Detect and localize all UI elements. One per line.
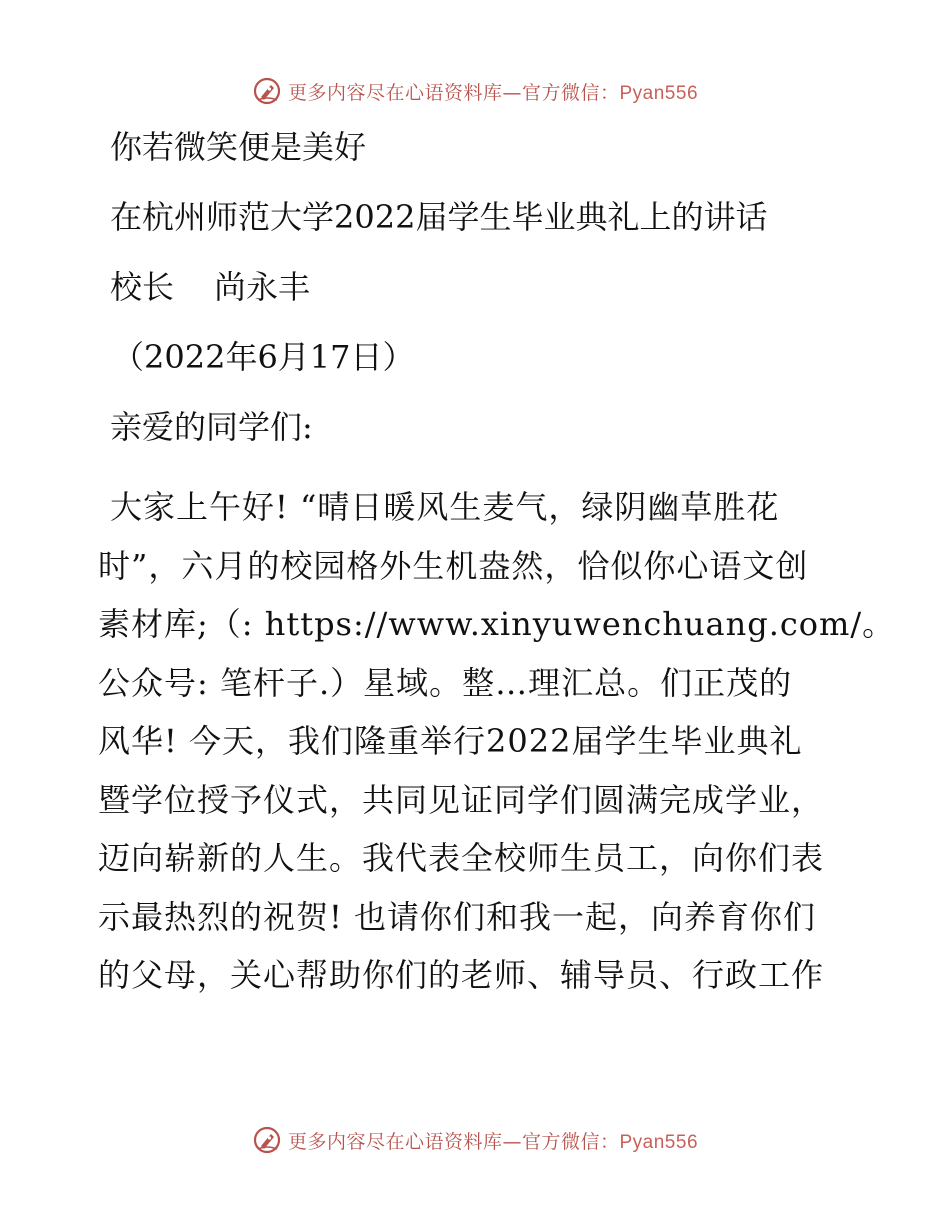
paragraph-line: 公众号: 笔杆子.）星域。整…理汇总。们正茂的 xyxy=(98,663,793,702)
watermark-banner-top xyxy=(0,71,950,111)
body-paragraph xyxy=(98,478,896,1005)
watermark-wechat-id: Pyan556 xyxy=(619,82,699,104)
watermark-text xyxy=(288,1127,698,1154)
paragraph-line: 时”，六月的校园格外生机盎然，恰似你心语文创 xyxy=(98,546,809,585)
document-date: （2022年6月17日） xyxy=(112,338,415,376)
document-salutation: 亲爱的同学们: xyxy=(110,408,313,446)
paragraph-line: 暨学位授予仪式，共同见证同学们圆满完成学业， xyxy=(98,780,825,819)
pen-nib-logo-icon xyxy=(252,76,282,106)
paragraph-line: 的父母，关心帮助你们的老师、辅导员、行政工作 xyxy=(98,956,825,994)
document-author xyxy=(98,260,858,314)
paragraph-line: 大家上午好! “晴日暖风生麦气，绿阴幽草胜花 xyxy=(110,488,780,526)
document-body xyxy=(98,120,896,1005)
watermark-wechat-label: 官方微信： xyxy=(521,1130,620,1153)
watermark-main-text: 更多内容尽在心语资料库 xyxy=(287,1130,503,1153)
watermark-wechat-label: 官方微信： xyxy=(521,81,620,104)
paragraph-line: 迈向崭新的人生。我代表全校师生员工，向你们表 xyxy=(98,839,825,877)
watermark-text xyxy=(288,78,698,105)
document-title: 你若微笑便是美好 xyxy=(110,128,367,166)
paragraph-line: 素材库;（: https://www.xinyuwenchuang.com/。 xyxy=(98,605,896,643)
watermark-wechat-id: Pyan556 xyxy=(619,1131,699,1153)
watermark-separator: — xyxy=(502,1130,522,1153)
paragraph-line: 风华! 今天，我们隆重举行2022届学生毕业典礼 xyxy=(98,722,803,760)
author-name: 尚永丰 xyxy=(214,268,311,306)
pen-nib-logo-icon xyxy=(252,1125,282,1155)
watermark-separator: — xyxy=(502,81,522,104)
document-subtitle: 在杭州师范大学2022届学生毕业典礼上的讲话 xyxy=(110,198,768,236)
watermark-banner-bottom xyxy=(0,1120,950,1160)
author-role: 校长 xyxy=(110,268,175,306)
paragraph-line: 示最热烈的祝贺! 也请你们和我一起，向养育你们 xyxy=(98,897,817,936)
watermark-main-text: 更多内容尽在心语资料库 xyxy=(287,81,503,104)
